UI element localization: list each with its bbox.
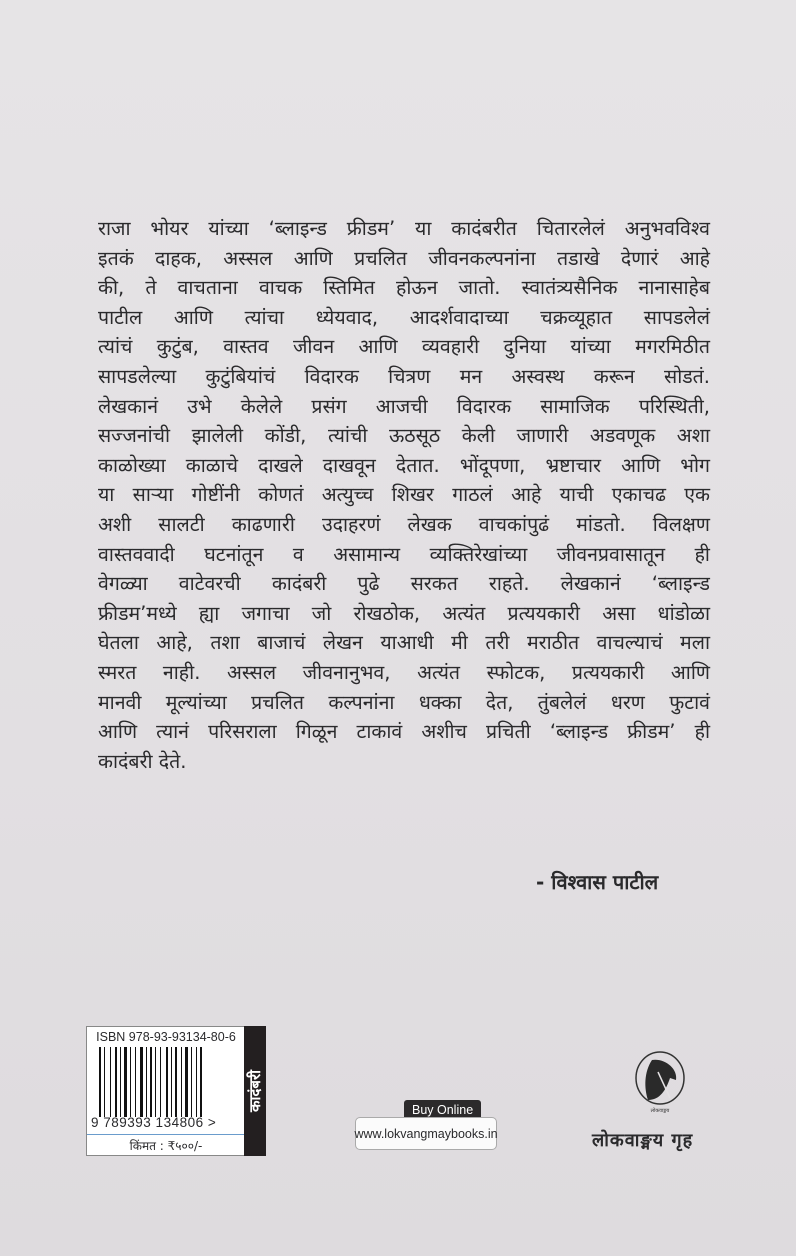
barcode-bar (112, 1047, 114, 1117)
barcode-bar (183, 1047, 184, 1117)
blurb-line: लेखकानं उभे केलेले प्रसंग आजची विदारक सामाजिक परिस्थिती, (98, 394, 710, 418)
barcode-bar (193, 1047, 195, 1117)
publisher-name: लोकवाङ्मय गृह (592, 1130, 694, 1151)
barcode-bar (128, 1047, 129, 1117)
blurb-line: वास्तववादी घटनांतून व असामान्य व्यक्तिरेखांच्या जीवनप्रवासातून ही (98, 542, 710, 566)
blurb-line: आणि त्यानं परिसराला गिळून टाकावं अशीच प्रचिती ‘ब्लाइन्ड फ्रीडम’ ही (98, 720, 710, 744)
blurb-line: अशी सालटी काढणारी उदाहरणं लेखक वाचकांपुढं मांडतो. विलक्षण (98, 512, 710, 536)
barcode-bar (132, 1047, 134, 1117)
svg-text:लोकवाङ्मय: लोकवाङ्मय (650, 1108, 670, 1114)
blurb-line: कादंबरी देते. (98, 749, 187, 773)
barcode-bar (189, 1047, 190, 1117)
blurb-line: सज्जनांची झालेली कोंडी, त्यांची ऊठसूठ केली जाणारी अडवणूक अशा (98, 424, 710, 448)
barcode-bar (106, 1047, 109, 1117)
barcode-bar (185, 1047, 188, 1117)
barcode-bar (169, 1047, 170, 1117)
barcode-bar (115, 1047, 117, 1117)
barcode-bar (120, 1047, 121, 1117)
barcode-bar (150, 1047, 152, 1117)
blurb-line: राजा भोयर यांच्या ‘ब्लाइन्ड फ्रीडम’ या कादंबरीत चितारलेलं अनुभवविश्व (98, 217, 710, 240)
blurb-line: सापडलेल्या कुटुंबियांचं विदारक चित्रण मन अस्वस्थ करून सोडतं. (98, 364, 710, 388)
barcode-bar (130, 1047, 131, 1117)
barcode-bar (198, 1047, 199, 1117)
barcode-bar (173, 1047, 174, 1117)
buy-online-label: Buy Online (404, 1100, 481, 1120)
blurb-line: घेतला आहे, तशा बाजाचं लेखन याआधी मी तरी मराठीत वाचल्याचं मला (98, 631, 710, 655)
barcode-bar (122, 1047, 123, 1117)
barcode-digits: 9 789393 134806 > (91, 1115, 217, 1130)
barcode-bar (118, 1047, 119, 1117)
barcode-bar (153, 1047, 154, 1117)
blurb-line: वेगळ्या वाटेवरची कादंबरी पुढे सरकत राहते. लेखकानं ‘ब्लाइन्ड (98, 572, 710, 596)
blurb-line: या साऱ्या गोष्टींनी कोणतं अत्युच्च शिखर गाठलं आहे याची एकाचढ एक (98, 483, 710, 507)
barcode-bar (148, 1047, 149, 1117)
barcode-bar (102, 1047, 103, 1117)
publisher-horse-logo-icon (630, 1050, 690, 1114)
barcode-bars (99, 1047, 237, 1117)
blurb-line: काळोख्या काळाचे दाखले दाखवून देतात. भोंदूपणा, भ्रष्टाचार आणि भोग (98, 453, 710, 477)
barcode-bar (181, 1047, 182, 1117)
website-link[interactable]: www.lokvangmaybooks.in (355, 1117, 497, 1150)
blurb-line: मानवी मूल्यांच्या प्रचलित कल्पनांना धक्का देत, तुंबलेलं धरण फुटावं (98, 690, 710, 714)
blurb-line: इतकं दाहक, अस्सल आणि प्रचलित जीवनकल्पनांना तडाखे देणारं आहे (98, 246, 710, 270)
barcode-bar (155, 1047, 156, 1117)
blurb-line: पाटील आणि त्यांचा ध्येयवाद, आदर्शवादाच्या चक्रव्यूहात सापडलेलं (98, 305, 710, 329)
blurb-line: स्मरत नाही. अस्सल जीवनानुभव, अत्यंत स्फोटक, प्रत्ययकारी आणि (98, 660, 710, 684)
barcode-bar (140, 1047, 143, 1117)
blurb-paragraph (98, 214, 710, 776)
barcode-bar (144, 1047, 145, 1117)
barcode-bar (191, 1047, 192, 1117)
barcode-bar (157, 1047, 159, 1117)
barcode-bar (110, 1047, 111, 1117)
barcode-bar (137, 1047, 139, 1117)
signature: - विश्वास पाटील (536, 870, 659, 894)
barcode-bar (146, 1047, 147, 1117)
blurb-line: की, ते वाचताना वाचक स्तिमित होऊन जातो. स्वातंत्र्यसैनिक नानासाहेब (98, 276, 710, 300)
barcode-bar (166, 1047, 168, 1117)
barcode-bar (200, 1047, 202, 1117)
price-label: किंमत : ₹५००/- (87, 1134, 245, 1154)
barcode-bar (160, 1047, 161, 1117)
genre-label: कादंबरी (244, 1026, 266, 1156)
isbn-text: ISBN 978-93-93134-80-6 (96, 1030, 236, 1044)
barcode-box (86, 1026, 246, 1156)
barcode-bar (196, 1047, 197, 1117)
barcode-bar (104, 1047, 105, 1117)
blurb-line: त्यांचं कुटुंब, वास्तव जीवन आणि व्यवहारी दुनिया यांच्या मगरमिठीत (98, 335, 710, 359)
blurb-line: फ्रीडम’मध्ये ह्या जगाचा जो रोखठोक, अत्यंत प्रत्ययकारी असा धांडोळा (98, 601, 710, 625)
barcode-bar (178, 1047, 180, 1117)
barcode-bar (171, 1047, 172, 1117)
barcode-bar (135, 1047, 136, 1117)
barcode-bar (162, 1047, 165, 1117)
barcode-bar (124, 1047, 127, 1117)
barcode-bar (99, 1047, 101, 1117)
barcode-bar (175, 1047, 177, 1117)
